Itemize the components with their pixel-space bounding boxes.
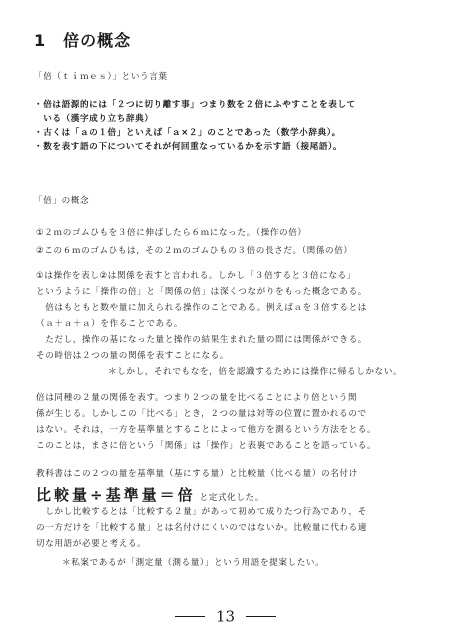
paragraph-line: の一方だけを「比較する量」とは名付けにくいのではないか。比較量に代わる適 [36,523,367,533]
page-number: 13 [215,607,236,626]
section-heading-times: 「倍（ｔｉｍｅｓ）」という言葉 [34,72,168,82]
bullet-item: ・数を表す語の下についてそれが何回重なっているかを示す語（接尾語）。 [34,142,343,152]
paragraph-line: はない。それは，一方を基準量とすることによって他方を測るという方法をとる。 [36,425,377,435]
paragraph-textbook [36,466,358,482]
paragraph-line: しかし比較するとは「比較する２量」があって初めて成りたつ行為であり，そ [36,507,367,517]
paragraph-line: その時倍は２つの量の関係を表すことになる。 [36,351,230,361]
formula-line [36,484,264,505]
example-item: ①２ｍのゴムひもを３倍に伸ばしたら６ｍになった。（操作の倍） [36,228,307,238]
page-number-left-rule [175,616,205,617]
paragraph-terminology [36,504,367,552]
note-operation: ＊しかし，それでもなを，倍を認識するためには操作に帰るしかない。 [108,367,403,377]
paragraph-line: 倍はもともと数や量に加えられる操作のことである。例えばａを３倍するとは [36,303,367,313]
paragraph-line: ただし，操作の基になった量と操作の結果生まれた量の間には関係ができる。 [36,335,367,345]
formula-suffix: と定式化した。 [199,493,264,503]
section-heading-concept: 「倍」の概念 [34,196,90,206]
paragraph-comparison [36,390,376,454]
example-list [36,224,353,260]
page-footer [0,606,451,626]
paragraph-line: というように「操作の倍」と「関係の倍」は深くつながりをもった概念である。 [36,287,367,297]
paragraph-line: 教科書はこの２つの量を基準量（基にする量）と比較量（比べる量）の名付け [36,469,358,479]
note-proposal: ＊私案であるが「測定量（測る量）」という用語を提案したい。 [62,558,325,568]
paragraph-line: ①は操作を表し②は関係を表すと言われる。しかし「３倍すると３倍になる」 [36,271,357,281]
page-number-right-rule [246,616,276,617]
paragraph-line: 係が生じる。しかしこの「比べる」とき，２つの量は対等の位置に置かれるので [36,409,367,419]
paragraph-line: このことは，まさに倍という「関係」は「操作」と表裏であることを語っている。 [36,441,377,451]
bullet-list [34,98,356,154]
page-title: 1 倍の概念 [34,31,132,50]
bullet-item: ・倍は語源的には「２つに切り離す事」つまり数を２倍にふやすことを表して [34,100,356,110]
bullet-item: いる（漢字成り立ち辞典） [34,114,154,124]
paragraph-line: （ａ＋ａ＋ａ）を作ることである。 [36,319,184,329]
paragraph-operation-relation [36,268,367,364]
formula: 比較量÷基準量＝倍 [36,486,196,504]
example-item: ②この６ｍのゴムひもは，その２ｍのゴムひもの３倍の長さだ。（関係の倍） [36,246,353,256]
paragraph-line: 切な用語が必要と考える。 [36,539,147,549]
paragraph-line: 倍は同種の２量の関係を表す。つまり２つの量を比べることにより倍という関 [36,393,358,403]
bullet-item: ・古くは「ａの１倍」といえば「ａ×２」のことであった（数学小辞典）。 [34,128,341,138]
